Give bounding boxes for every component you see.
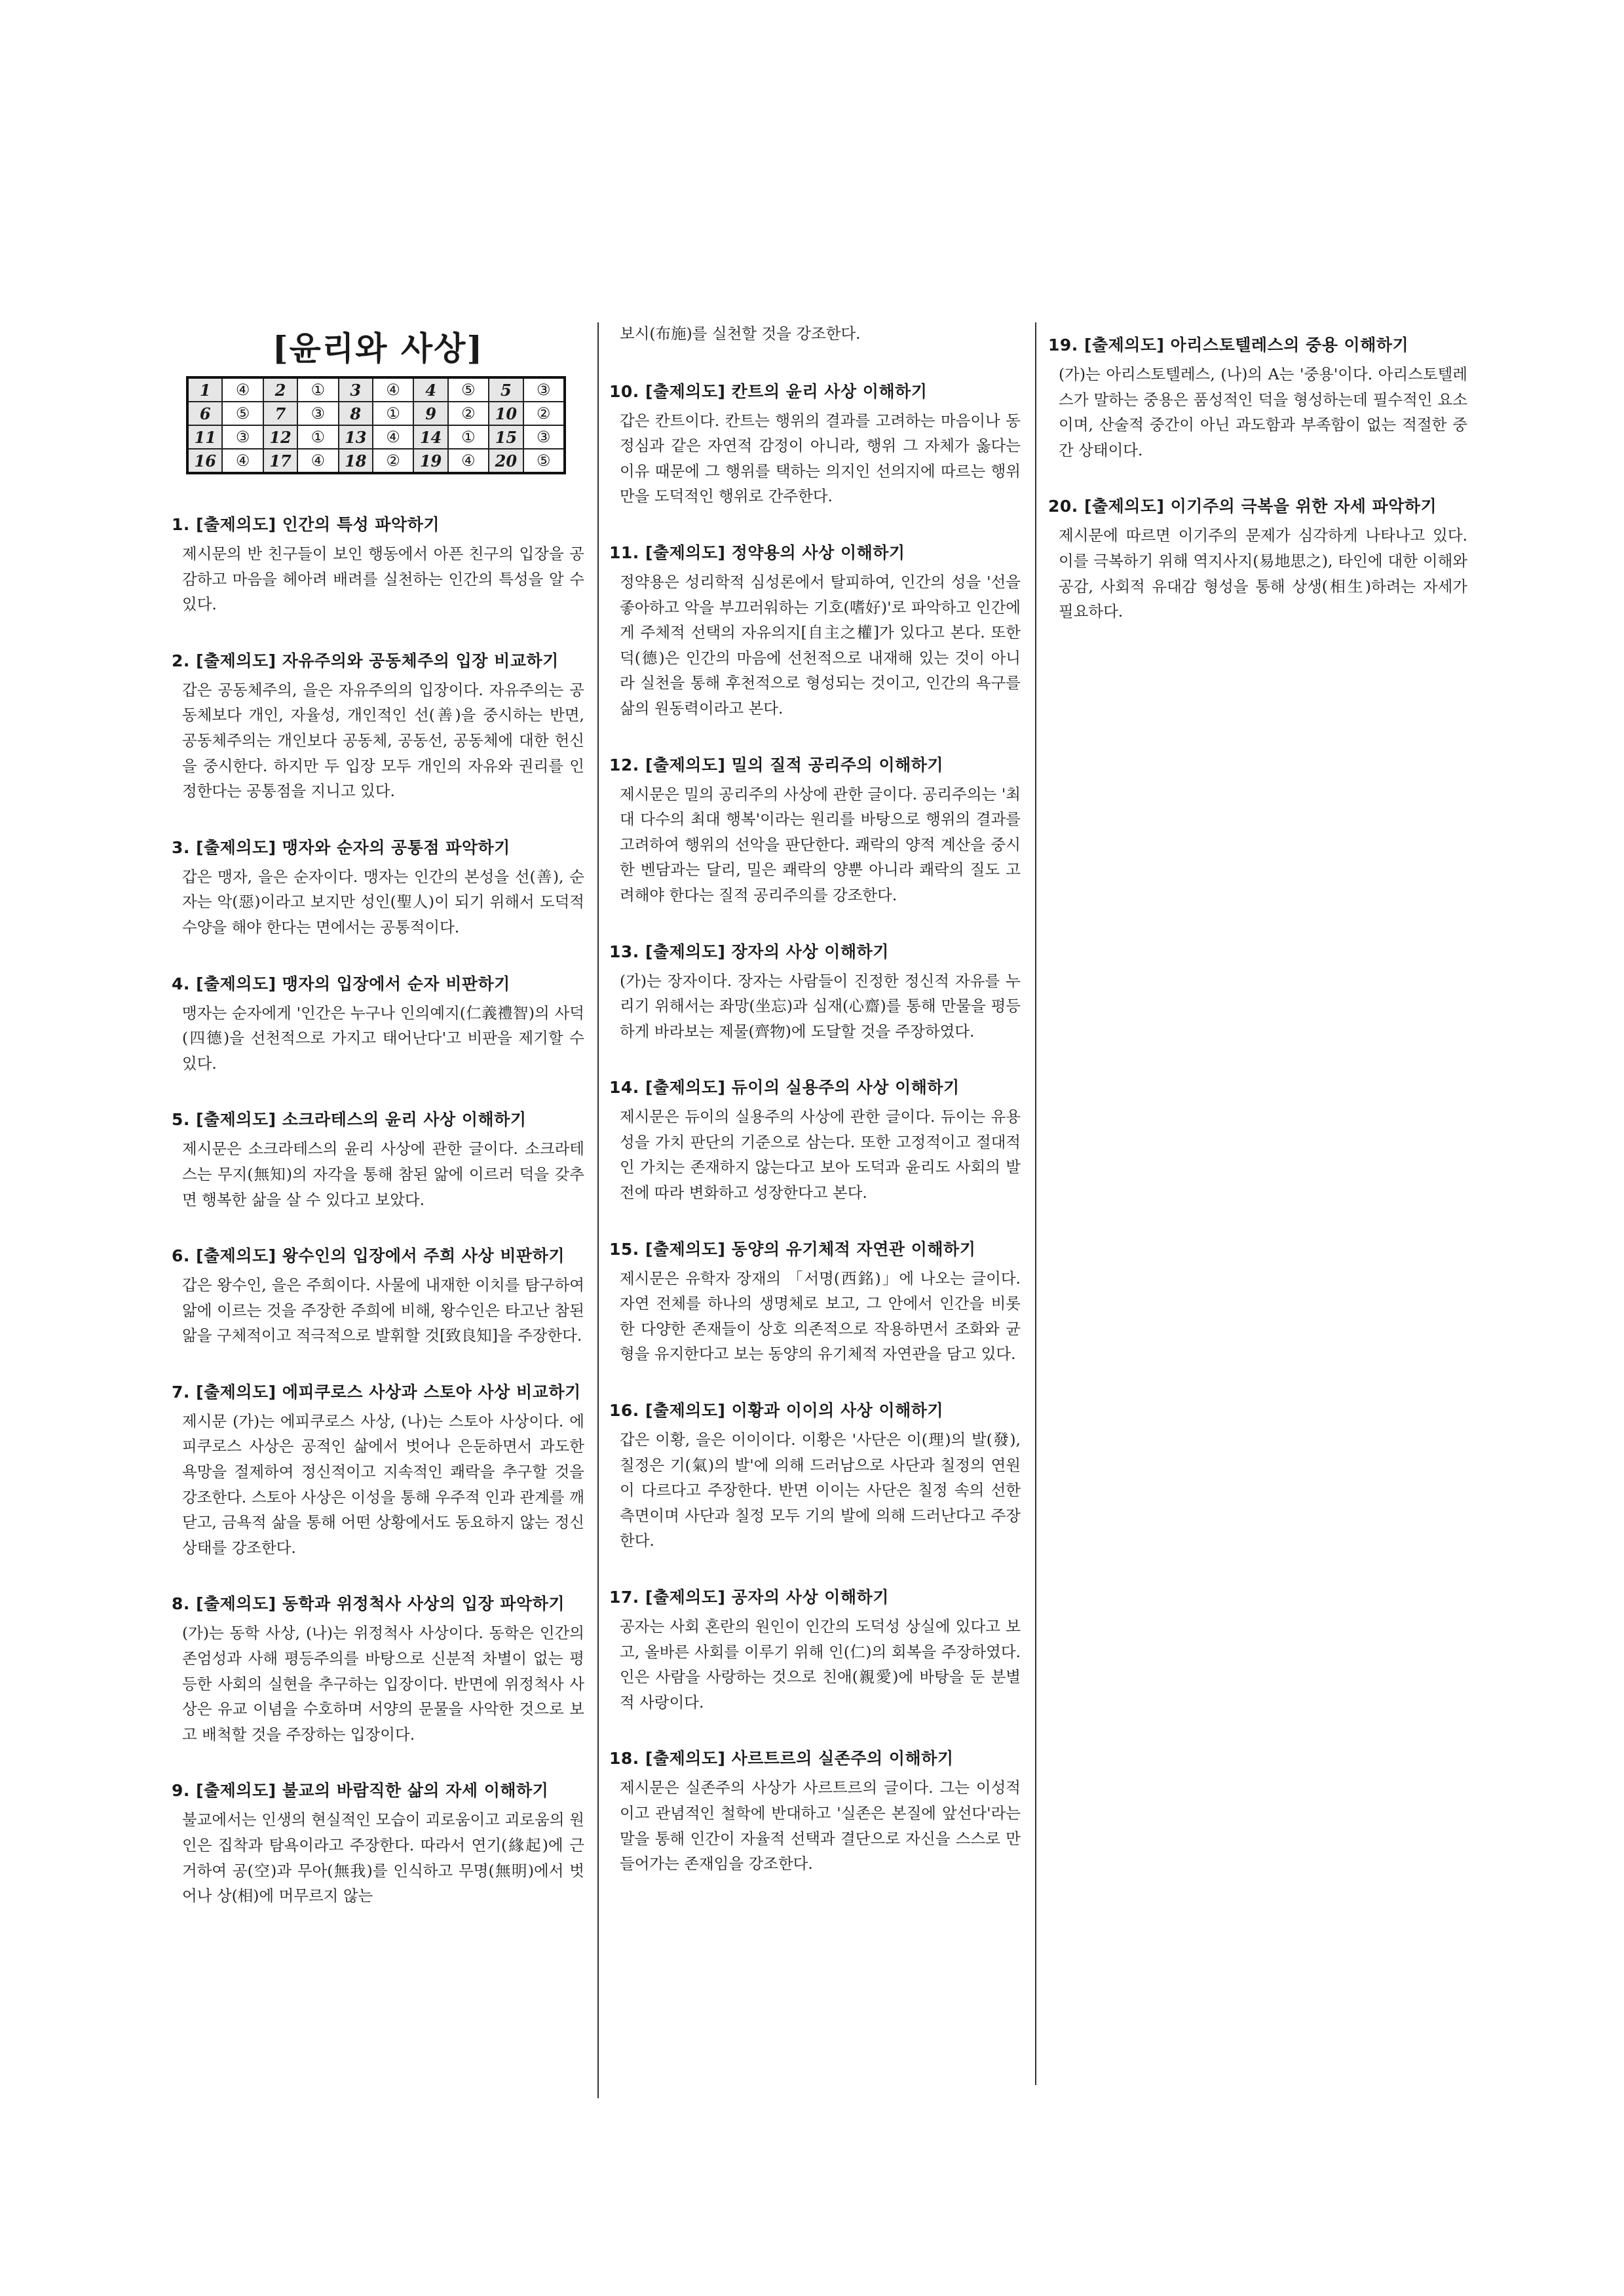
item-title: 10. [출제의도] 칸트의 윤리 사상 이해하기 bbox=[609, 381, 928, 401]
answer-number: 15 bbox=[489, 425, 523, 449]
answer-number: 4 bbox=[413, 377, 447, 402]
explanation-item bbox=[172, 1380, 584, 1561]
answer-number: 2 bbox=[263, 377, 297, 402]
explanation-item bbox=[172, 972, 584, 1077]
item-title: 2. [출제의도] 자유주의와 공동체주의 입장 비교하기 bbox=[172, 651, 559, 670]
answer-number: 13 bbox=[339, 425, 373, 449]
answer-number: 12 bbox=[263, 425, 297, 449]
item-title: 15. [출제의도] 동양의 유기체적 자연관 이해하기 bbox=[609, 1239, 976, 1259]
item-title: 3. [출제의도] 맹자와 순자의 공통점 파악하기 bbox=[172, 837, 510, 857]
explanation-item bbox=[172, 1244, 584, 1349]
item-body: 제시문은 밀의 공리주의 사상에 관한 글이다. 공리주의는 '최대 다수의 최대 행복'이라는 원리를 바탕으로 행위의 결과를 고려하여 행위의 선악을 판단한다. 쾌락의 양적 계산을 중시한 벤담과는 달리, 밀은 쾌락의 양뿐 아니라 쾌락의 질도 고려해야 한다는 질적 공리주의를 강조한다. bbox=[620, 784, 1021, 904]
answer-number: 10 bbox=[489, 402, 523, 425]
item-body: 정약용은 성리학적 심성론에서 탈피하여, 인간의 성을 '선을 좋아하고 악을 부끄러워하는 기호(嗜好)'로 파악하고 인간에게 주체적 선택의 자유의지[自主之權]가 있다고 본다. 또한 덕(德)은 인간의 마음에 선천적으로 내재해 있는 것이 아니라 실천을 통해 후천적으로 형성되는 것이고, 인간의 욕구를 삶의 원동력이라고 본다. bbox=[620, 572, 1021, 718]
answer-number: 7 bbox=[263, 402, 297, 425]
item-body: 갑은 칸트이다. 칸트는 행위의 결과를 고려하는 마음이나 동정심과 같은 자연적 감정이 아니라, 행위 그 자체가 옳다는 이유 때문에 그 행위를 택하는 의지인 선의지에 따르는 행위만을 도덕적인 행위로 간주한다. bbox=[620, 411, 1021, 506]
item-body: 공자는 사회 혼란의 원인이 인간의 도덕성 상실에 있다고 보고, 올바른 사회를 이루기 위해 인(仁)의 회복을 주장하였다. 인은 사람을 사랑하는 것으로 친애(親愛)에 바탕을 둔 분별적 사랑이다. bbox=[620, 1617, 1021, 1712]
answer-table bbox=[186, 376, 566, 474]
explanation-item bbox=[609, 1746, 1021, 1876]
item-title: 9. [출제의도] 불교의 바람직한 삶의 자세 이해하기 bbox=[172, 1781, 549, 1801]
item-title: 14. [출제의도] 듀이의 실용주의 사상 이해하기 bbox=[609, 1078, 960, 1098]
item-title: 16. [출제의도] 이황과 이이의 사상 이해하기 bbox=[609, 1401, 944, 1421]
column-right bbox=[1048, 321, 1467, 656]
explanation-item bbox=[172, 1107, 584, 1212]
item-title: 6. [출제의도] 왕수인의 입장에서 주희 사상 비판하기 bbox=[172, 1246, 565, 1266]
item-title: 7. [출제의도] 에피쿠로스 사상과 스토아 사상 비교하기 bbox=[172, 1382, 581, 1402]
answer-row bbox=[187, 449, 565, 473]
continued-text: 보시(布施)를 실천할 것을 강조한다. bbox=[620, 324, 861, 343]
answer-number: 14 bbox=[413, 425, 447, 449]
item-body: 제시문은 듀이의 실용주의 사상에 관한 글이다. 듀이는 유용성을 가치 판단의 기준으로 삼는다. 또한 고정적이고 절대적인 가치는 존재하지 않는다고 보아 도덕과 윤리도 사회의 발전에 따라 변화하고 성장한다고 본다. bbox=[620, 1107, 1021, 1202]
answer-choice: ④ bbox=[297, 449, 338, 473]
answer-number: 11 bbox=[187, 425, 222, 449]
item-body: 갑은 공동체주의, 을은 자유주의의 입장이다. 자유주의는 공동체보다 개인, 자율성, 개인적인 선(善)을 중시하는 반면, 공동체주의는 개인보다 공동체, 공동선, 공동체에 대한 헌신을 중시한다. 하지만 두 입장 모두 개인의 자유와 권리를 인정한다는 공통점을 지니고 있다. bbox=[182, 680, 584, 801]
item-body: (가)는 동학 사상, (나)는 위정척사 사상이다. 동학은 인간의 존엄성과 사해 평등주의를 바탕으로 신분적 차별이 없는 평등한 사회의 실현을 추구하는 입장이다. 반면에 위정척사 사상은 유교 이념을 수호하며 서양의 문물을 사악한 것으로 보고 배척할 것을 주장하는 입장이다. bbox=[182, 1624, 584, 1744]
item-body: 불교에서는 인생의 현실적인 모습이 괴로움이고 괴로움의 원인은 집착과 탐욕이라고 주장한다. 따라서 연기(緣起)에 근거하여 공(空)과 무아(無我)를 인식하고 무명(無明)에서 벗어나 상(相)에 머무르지 않는 bbox=[182, 1810, 584, 1905]
answer-choice: ① bbox=[373, 402, 413, 425]
answer-choice: ⑤ bbox=[523, 449, 565, 473]
explanation-item bbox=[172, 1778, 584, 1908]
item-title: 17. [출제의도] 공자의 사상 이해하기 bbox=[609, 1588, 889, 1607]
item-title: 12. [출제의도] 밀의 질적 공리주의 이해하기 bbox=[609, 755, 944, 775]
answer-choice: ④ bbox=[448, 449, 489, 473]
answer-choice: ③ bbox=[523, 425, 565, 449]
item-title: 20. [출제의도] 이기주의 극복을 위한 자세 파악하기 bbox=[1048, 497, 1437, 516]
answer-number: 18 bbox=[339, 449, 373, 473]
answer-row bbox=[187, 425, 565, 449]
column-divider bbox=[1035, 322, 1036, 2085]
item-body: 제시문은 유학자 장재의 「서명(西銘)」에 나오는 글이다. 자연 전체를 하나의 생명체로 보고, 그 안에서 인간을 비롯한 다양한 존재들이 상호 의존적으로 작용하면서 조화와 균형을 유지한다고 보는 동양의 유기체적 자연관을 담고 있다. bbox=[620, 1269, 1021, 1364]
item-body: 제시문에 따르면 이기주의 문제가 심각하게 나타나고 있다. 이를 극복하기 위해 역지사지(易地思之), 타인에 대한 이해와 공감, 사회적 유대감 형성을 통해 상생(相生)하려는 자세가 필요하다. bbox=[1059, 526, 1467, 621]
explanation-item bbox=[172, 512, 584, 617]
item-title: 19. [출제의도] 아리스토텔레스의 중용 이해하기 bbox=[1048, 335, 1409, 354]
answer-number: 8 bbox=[339, 402, 373, 425]
answer-choice: ② bbox=[373, 449, 413, 473]
answer-choice: ① bbox=[297, 425, 338, 449]
item-body: 갑은 왕수인, 을은 주희이다. 사물에 내재한 이치를 탐구하여 앎에 이르는 것을 주장한 주희에 비해, 왕수인은 타고난 참된 앎을 구체적이고 적극적으로 발휘할 것[致良知]을 주장한다. bbox=[182, 1276, 584, 1345]
item-body: (가)는 장자이다. 장자는 사람들이 진정한 정신적 자유를 누리기 위해서는 좌망(坐忘)과 심재(心齋)를 통해 만물을 평등하게 바라보는 제물(齊物)에 도달할 것을 주장하였다. bbox=[620, 971, 1021, 1041]
answer-choice: ⑤ bbox=[448, 377, 489, 402]
answer-number: 16 bbox=[187, 449, 222, 473]
answer-number: 19 bbox=[413, 449, 447, 473]
item-body: 제시문은 소크라테스의 윤리 사상에 관한 글이다. 소크라테스는 무지(無知)의 자각을 통해 참된 앎에 이르러 덕을 갖추면 행복한 삶을 살 수 있다고 보았다. bbox=[182, 1139, 584, 1209]
explanation-item bbox=[609, 753, 1021, 908]
explanation-item bbox=[609, 1237, 1021, 1367]
answer-number: 9 bbox=[413, 402, 447, 425]
item-body: 맹자는 순자에게 '인간은 누구나 인의예지(仁義禮智)의 사덕(四德)을 선천적으로 가지고 태어난다'고 비판을 제기할 수 있다. bbox=[182, 1003, 584, 1073]
answer-choice: ③ bbox=[222, 425, 263, 449]
item-title: 18. [출제의도] 사르트르의 실존주의 이해하기 bbox=[609, 1749, 954, 1769]
item-body: (가)는 아리스토텔레스, (나)의 A는 '중용'이다. 아리스토텔레스가 말하는 중용은 품성적인 덕을 형성하는데 필수적인 요소이며, 산술적 중간이 아닌 과도함과 부족함이 없는 적절한 중간 상태이다. bbox=[1059, 365, 1467, 459]
item-title: 4. [출제의도] 맹자의 입장에서 순자 비판하기 bbox=[172, 974, 510, 993]
answer-choice: ④ bbox=[222, 449, 263, 473]
explanation-item bbox=[172, 835, 584, 940]
column-divider bbox=[597, 322, 599, 2098]
item-body: 갑은 이황, 을은 이이이다. 이황은 '사단은 이(理)의 발(發), 칠정은 기(氣)의 발'에 의해 드러남으로 사단과 칠정의 연원이 다르다고 주장한다. 반면 이이는 사단은 칠정 속의 선한 측면이며 사단과 칠정 모두 기의 발에 의해 드러난다고 주장한다. bbox=[620, 1430, 1021, 1550]
answer-number: 1 bbox=[187, 377, 222, 402]
item-body: 제시문 (가)는 에피쿠로스 사상, (나)는 스토아 사상이다. 에피쿠로스 사상은 공적인 삶에서 벗어나 은둔하면서 과도한 욕망을 절제하여 정신적이고 지속적인 쾌락을 추구할 것을 강조한다. 스토아 사상은 이성을 통해 우주적 인과 관계를 깨닫고, 금욕적 삶을 통해 어떤 상황에서도 동요하지 않는 정신 상태를 강조한다. bbox=[182, 1411, 584, 1557]
answer-choice: ① bbox=[297, 377, 338, 402]
item-title: 1. [출제의도] 인간의 특성 파악하기 bbox=[172, 515, 440, 534]
item-body: 제시문의 반 친구들이 보인 행동에서 아픈 친구의 입장을 공감하고 마음을 헤아려 배려를 실천하는 인간의 특성을 알 수 있다. bbox=[182, 545, 584, 614]
answer-number: 6 bbox=[187, 402, 222, 425]
answer-choice: ② bbox=[523, 402, 565, 425]
answer-choice: ② bbox=[448, 402, 489, 425]
answer-choice: ③ bbox=[523, 377, 565, 402]
answer-number: 5 bbox=[489, 377, 523, 402]
explanation-item bbox=[609, 1398, 1021, 1554]
explanation-item bbox=[1048, 494, 1467, 624]
answer-choice: ④ bbox=[222, 377, 263, 402]
answer-row bbox=[187, 402, 565, 425]
item-title: 13. [출제의도] 장자의 사상 이해하기 bbox=[609, 942, 889, 961]
item-body: 갑은 맹자, 을은 순자이다. 맹자는 인간의 본성을 선(善), 순자는 악(惡)이라고 보지만 성인(聖人)이 되기 위해서 도덕적 수양을 해야 한다는 면에서는 공통적이다. bbox=[182, 867, 584, 936]
section-title: [윤리와 사상] bbox=[272, 329, 484, 368]
item-title: 8. [출제의도] 동학과 위정척사 사상의 입장 파악하기 bbox=[172, 1594, 565, 1614]
explanation-item bbox=[609, 379, 1021, 509]
explanation-item bbox=[609, 1075, 1021, 1205]
explanation-item bbox=[172, 1592, 584, 1747]
explanation-item bbox=[1048, 333, 1467, 463]
answer-number: 17 bbox=[263, 449, 297, 473]
answer-choice: ③ bbox=[297, 402, 338, 425]
explanation-item bbox=[609, 940, 1021, 1044]
column-left bbox=[172, 321, 584, 1940]
column-middle bbox=[609, 321, 1021, 1908]
answer-choice: ④ bbox=[373, 425, 413, 449]
answer-choice: ④ bbox=[373, 377, 413, 402]
item-body: 제시문은 실존주의 사상가 사르트르의 글이다. 그는 이성적이고 관념적인 철학에 반대하고 '실존은 본질에 앞선다'라는 말을 통해 인간이 자율적 선택과 결단으로 자신을 스스로 만들어가는 존재임을 강조한다. bbox=[620, 1778, 1021, 1873]
answer-choice: ⑤ bbox=[222, 402, 263, 425]
answer-number: 20 bbox=[489, 449, 523, 473]
item-title: 11. [출제의도] 정약용의 사상 이해하기 bbox=[609, 543, 905, 562]
answer-row bbox=[187, 377, 565, 402]
explanation-item bbox=[609, 1585, 1021, 1715]
explanation-item bbox=[172, 649, 584, 804]
item-title: 5. [출제의도] 소크라테스의 윤리 사상 이해하기 bbox=[172, 1110, 527, 1130]
answer-choice: ① bbox=[448, 425, 489, 449]
answer-number: 3 bbox=[339, 377, 373, 402]
explanation-item bbox=[609, 541, 1021, 721]
